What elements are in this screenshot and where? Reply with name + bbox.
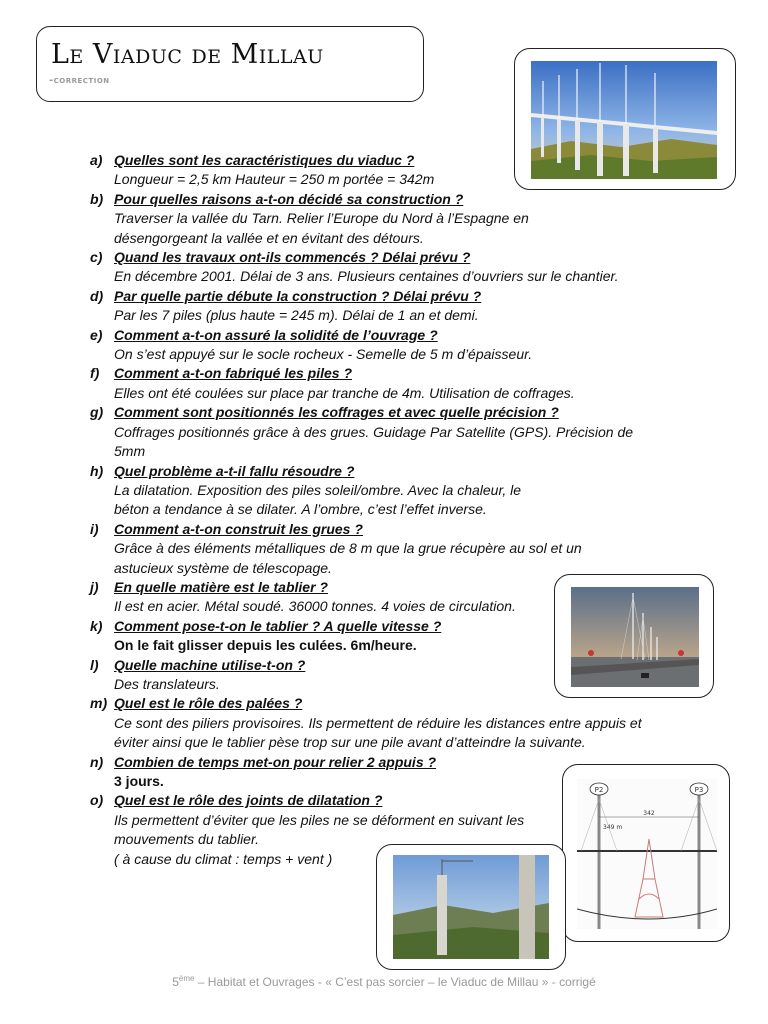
qa-letter: c) [90, 249, 103, 266]
qa-answer: Ce sont des piliers provisoires. Ils permettent de réduire les distances entre appuis et éviter ainsi que le tablier pèse trop sur une pile avant d’atteindre la suivante. [114, 714, 642, 751]
qa-question: Comment a-t-on fabriqué les piles ? [114, 365, 353, 382]
height-label: 349 m [603, 824, 623, 831]
span-label: 342 [643, 810, 655, 817]
qa-item-g [86, 403, 686, 461]
title-box [36, 26, 424, 102]
page-footer [0, 974, 768, 989]
footer-grade: 5 [172, 975, 179, 989]
qa-answer: Elles ont été coulées sur place par tranche de 4m. Utilisation de coffrages. [114, 384, 575, 401]
qa-question: Comment a-t-on assuré la solidité de l’ouvrage ? [114, 326, 438, 343]
qa-question: Comment a-t-on construit les grues ? [114, 520, 363, 537]
qa-item-e [86, 326, 686, 365]
qa-item-c [86, 248, 686, 287]
qa-question: En quelle matière est le tablier ? [114, 578, 328, 595]
pylon-label-left: P2 [594, 786, 604, 794]
qa-answer: Par les 7 piles (plus haute = 245 m). Délai de 1 an et demi. [114, 307, 479, 324]
photo-frame-construction [376, 844, 566, 970]
qa-question: Pour quelles raisons a-t-on décidé sa construction ? [114, 190, 464, 207]
qa-answer: Traverser la vallée du Tarn. Relier l’Europe du Nord à l’Espagne en désengorgeant la vallée et en évitant des détours. [114, 210, 529, 246]
qa-answer: Grâce à des éléments métalliques de 8 m que la grue récupère au sol et un astucieux système de télescopage. [114, 540, 582, 576]
qa-question: Quel est le rôle des joints de dilatation ? [114, 792, 383, 809]
qa-letter: i) [90, 520, 99, 537]
qa-answer-extra: ( à cause du climat : temps + vent ) [114, 850, 333, 867]
qa-letter: k) [90, 617, 103, 634]
comparison-diagram [577, 779, 717, 929]
qa-letter: d) [90, 287, 104, 304]
qa-letter: b) [90, 190, 104, 207]
qa-answer: On s’est appuyé sur le socle rocheux - Semelle de 5 m d’épaisseur. [114, 346, 533, 363]
photo-frame-diagram [562, 764, 730, 942]
pylon-label-right: P3 [694, 786, 704, 794]
qa-question: Quelles sont les caractéristiques du viaduc ? [114, 152, 415, 168]
qa-answer: Longueur = 2,5 km Hauteur = 250 m portée = 342m [114, 171, 435, 188]
qa-letter: f) [90, 365, 100, 382]
qa-question: Par quelle partie débute la construction ? Délai prévu ? [114, 287, 482, 304]
qa-letter: g) [90, 404, 104, 421]
qa-question: Quel problème a-t-il fallu résoudre ? [114, 462, 355, 479]
qa-answer: On le fait glisser depuis les culées. 6m/heure. [114, 637, 417, 654]
qa-answer: La dilatation. Exposition des piles soleil/ombre. Avec la chaleur, le béton a tendance à se dilater. A l’ombre, c’est l’effet inverse. [114, 481, 522, 518]
photo-frame-road [554, 574, 714, 698]
qa-letter: m) [90, 695, 108, 712]
qa-letter: h) [90, 462, 104, 479]
qa-letter: l) [90, 656, 99, 673]
qa-question: Quand les travaux ont-ils commencés ? Délai prévu ? [114, 249, 471, 266]
footer-text: – Habitat et Ouvrages - « C’est pas sorcier – le Viaduc de Millau » - corrigé [194, 975, 596, 989]
qa-letter: j) [90, 578, 99, 595]
qa-answer: Coffrages positionnés grâce à des grues. Guidage Par Satellite (GPS). Précision de 5mm [114, 423, 634, 460]
qa-item-i [86, 520, 686, 578]
qa-question: Quel est le rôle des palées ? [114, 695, 303, 712]
qa-question: Combien de temps met-on pour relier 2 appuis ? [114, 753, 437, 770]
qa-item-a [86, 151, 686, 190]
qa-item-h [86, 462, 686, 520]
qa-answer: Il est en acier. Métal soudé. 36000 tonnes. 4 voies de circulation. [114, 598, 516, 615]
road-photo [571, 587, 699, 687]
qa-item-b [86, 190, 686, 248]
qa-answer: Ils permettent d’éviter que les piles ne se déforment en suivant les mouvements du tablier. [114, 811, 525, 848]
qa-item-d [86, 287, 686, 326]
construction-photo [393, 855, 549, 959]
qa-list [86, 151, 686, 869]
qa-question: Comment pose-t-on le tablier ? A quelle vitesse ? [114, 617, 442, 634]
qa-letter: a) [90, 152, 103, 168]
qa-letter: e) [90, 326, 103, 343]
qa-question: Comment sont positionnés les coffrages et avec quelle précision ? [114, 404, 559, 421]
qa-answer: En décembre 2001. Délai de 3 ans. Plusieurs centaines d’ouvriers sur le chantier. [114, 268, 619, 285]
qa-question: Quelle machine utilise-t-on ? [114, 656, 306, 673]
qa-item-f [86, 364, 686, 403]
footer-grade-sup: ème [178, 974, 195, 983]
qa-item-m [86, 694, 686, 752]
qa-answer: 3 jours. [114, 773, 164, 789]
qa-letter: n) [90, 753, 104, 770]
qa-letter: o) [90, 792, 104, 809]
page-subtitle: -correction [49, 75, 110, 86]
qa-answer: Des translateurs. [114, 675, 220, 692]
page-title: Le Viaduc de Millau [51, 39, 324, 70]
